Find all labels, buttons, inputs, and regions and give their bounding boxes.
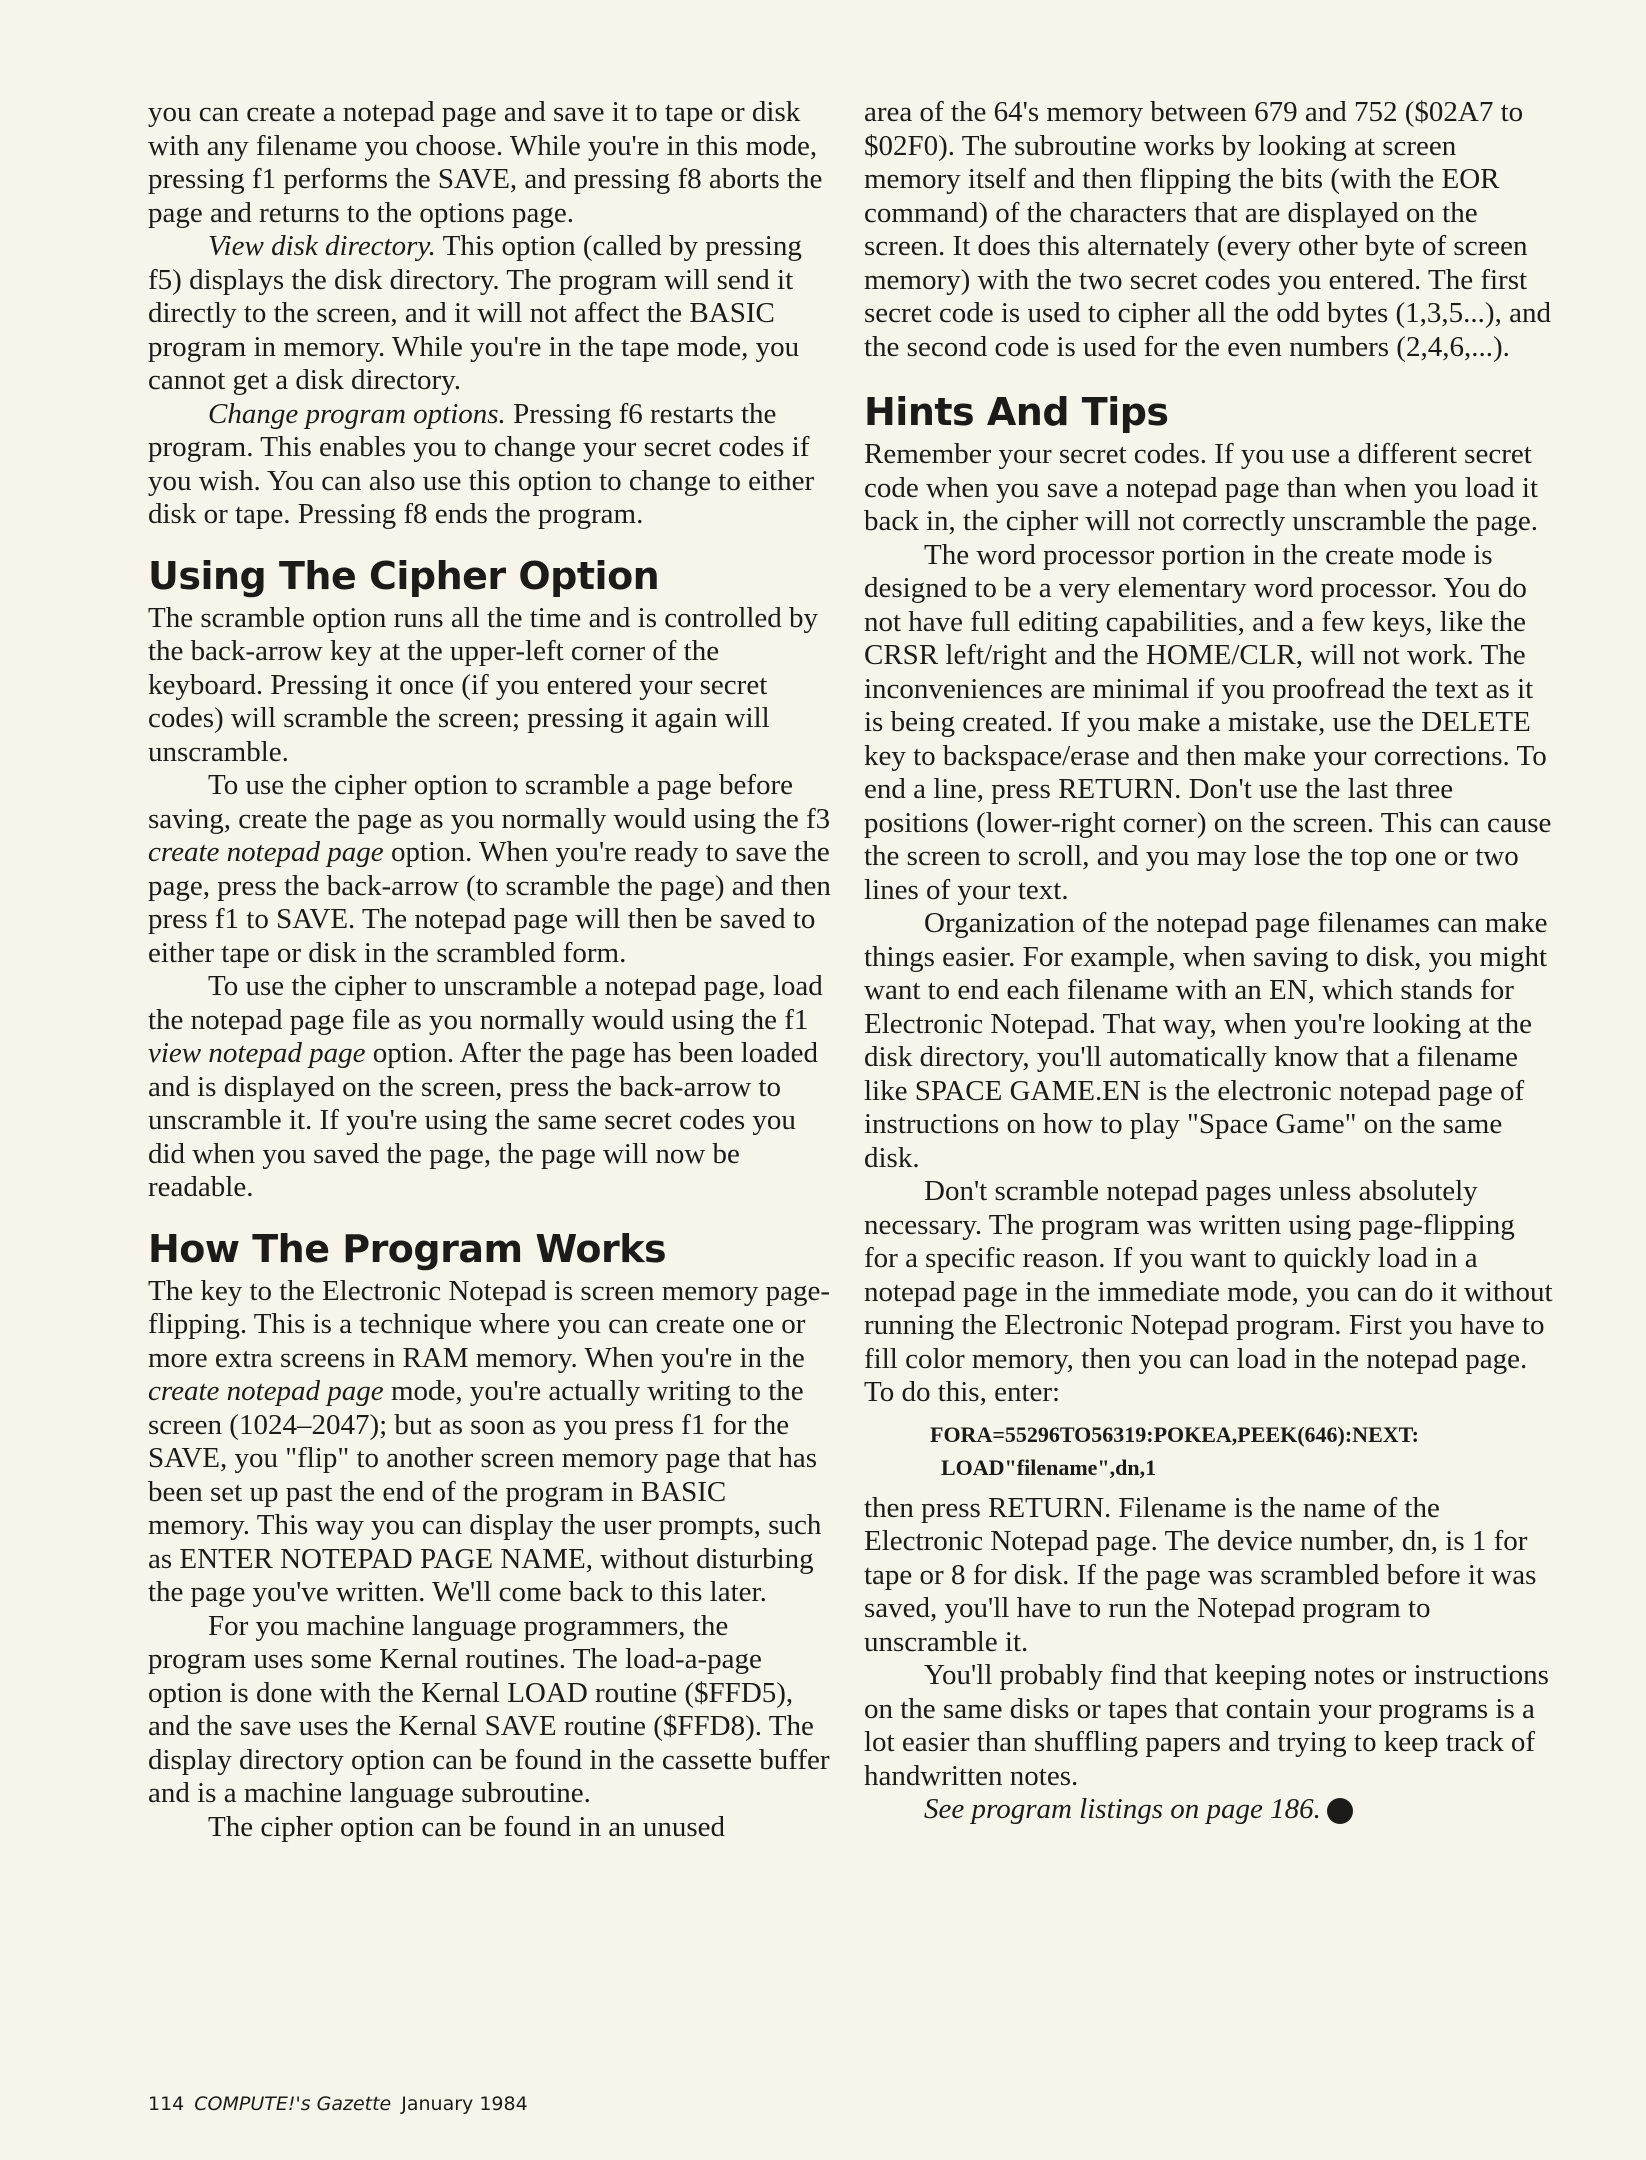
paragraph-text: Pressing f6 restarts the program. This enables you to change your secret codes if you wish. You can also use this option to change to either disk or tape. Pressing f8 ends the program.: [148, 397, 815, 530]
paragraph: You'll probably find that keeping notes or instructions on the same disks or tapes that contain your programs is a lot easier than shuffling papers and trying to keep track of handwritten notes.: [864, 1659, 1549, 1792]
option-term: create notepad page: [148, 1375, 384, 1407]
option-term: create notepad page: [148, 836, 384, 868]
issue-date: January 1984: [401, 2093, 528, 2115]
paragraph-text: option. When you're ready to save the page, press the back-arrow (to scramble the page) and then press f1 to SAVE. The notepad page will then be saved to either tape or disk in the scrambled form.: [148, 836, 831, 969]
paragraph: Don't scramble notepad pages unless absolutely necessary. The program was written using page-flipping for a specific reason. If you want to quickly load in a notepad page in the immediate mode, you can do it without running the Electronic Notepad program. First you have to fill color memory, then you can load in the notepad page. To do this, enter:: [864, 1175, 1553, 1408]
magazine-name: COMPUTE!'s Gazette: [194, 2093, 392, 2115]
paragraph: The cipher option can be found in an unused: [208, 1810, 726, 1843]
code-line: FORA=55296TO56319:POKEA,PEEK(646):NEXT:: [930, 1421, 1419, 1447]
paragraph: [148, 230, 832, 398]
paragraph-text: To use the cipher option to scramble a page before saving, create the page as you normally would using the f3: [148, 769, 831, 835]
page-footer: [148, 2093, 528, 2115]
heading-hints-tips: Hints And Tips: [864, 390, 1169, 434]
code-line: LOAD"filename",dn,1: [930, 1454, 1157, 1480]
paragraph: [148, 769, 832, 970]
paragraph-text: The key to the Electronic Notepad is screen memory page-flipping. This is a technique where you can create one or more extra screens in RAM memory. When you're in the: [148, 1274, 831, 1374]
paragraph: [864, 1793, 1554, 1827]
paragraph: [148, 398, 832, 532]
end-mark-icon: C: [1327, 1798, 1353, 1824]
heading-program-works: How The Program Works: [148, 1226, 667, 1271]
paragraph-text: option. After the page has been loaded and is displayed on the screen, press the back-arrow to unscramble it. If you're using the same secret codes you did when you saved the page, the page will now be readable.: [148, 1037, 819, 1203]
code-listing: [930, 1418, 1554, 1484]
program-listings-reference: See program listings on page 186.: [924, 1793, 1321, 1825]
option-term: View disk directory.: [208, 230, 436, 262]
paragraph: For you machine language programmers, the program uses some Kernal routines. The load-a-page option is done with the Kernal LOAD routine ($FFD5), and the save uses the Kernal SAVE routine ($FFD8). The display directory option can be found in the cassette buffer and is a machine language subroutine.: [148, 1609, 830, 1809]
paragraph: The scramble option runs all the time and is controlled by the back-arrow key at the upper-left corner of the keyboard. Pressing it once (if you entered your secret codes) will scramble the screen; pressing it again will unscramble.: [148, 601, 819, 768]
paragraph: [148, 970, 832, 1205]
paragraph: then press RETURN. Filename is the name of the Electronic Notepad page. The device number, dn, is 1 for tape or 8 for disk. If the page was scrambled before it was saved, you'll have to run the Notepad program to unscramble it.: [864, 1491, 1537, 1658]
right-column: [864, 96, 1554, 1827]
paragraph: [148, 1275, 832, 1610]
page-number: 114: [148, 2093, 185, 2115]
paragraph: The word processor portion in the create mode is designed to be a very elementary word processor. You do not have full editing capabilities, and a few keys, like the CRSR left/right and the HOME/CLR, will not work. The inconveniences are minimal if you proofread the text as it is being created. If you make a mistake, use the DELETE key to backspace/erase and then make your corrections. To end a line, press RETURN. Don't use the last three positions (lower-right corner) on the screen. This can cause the screen to scroll, and you may lose the top one or two lines of your text.: [864, 538, 1552, 906]
left-column: [148, 96, 832, 1844]
paragraph: area of the 64's memory between 679 and 752 ($02A7 to $02F0). The subroutine works by looking at screen memory itself and then flipping the bits (with the EOR command) of the characters that are displayed on the screen. It does this alternately (every other byte of screen memory) with the two secret codes you entered. The first secret code is used to cipher all the odd bytes (1,3,5...), and the second code is used for the even numbers (2,4,6,...).: [864, 96, 1551, 363]
paragraph: Remember your secret codes. If you use a different secret code when you save a notepad page than when you load it back in, the cipher will not correctly unscramble the page.: [864, 438, 1539, 537]
paragraph: you can create a notepad page and save it to tape or disk with any filename you choose. While you're in this mode, pressing f1 performs the SAVE, and pressing f8 aborts the page and returns to the options page.: [148, 96, 823, 229]
option-term: Change program options.: [208, 397, 506, 430]
heading-cipher-option: Using The Cipher Option: [148, 553, 660, 598]
paragraph: Organization of the notepad page filenames can make things easier. For example, when saving to disk, you might want to end each filename with an EN, which stands for Electronic Notepad. That way, when you're looking at the disk directory, you'll automatically know that a filename like SPACE GAME.EN is the electronic notepad page of instructions on how to play "Space Game" on the same disk.: [864, 907, 1548, 1174]
paragraph-text: This option (called by pressing f5) displays the disk directory. The program will send it directly to the screen, and it will not affect the BASIC program in memory. While you're in the tape mode, you cannot get a disk directory.: [148, 230, 802, 396]
paragraph-text: mode, you're actually writing to the screen (1024–2047); but as soon as you press f1 for the SAVE, you "flip" to another screen memory page that has been set up past the end of the program in BASIC memory. This way you can display the user prompts, such as ENTER NOTEPAD PAGE NAME, without disturbing the page you've written. We'll come back to this later.: [148, 1375, 822, 1608]
paragraph-text: To use the cipher to unscramble a notepad page, load the notepad page file as you normally would using the f1: [148, 970, 823, 1036]
option-term: view notepad page: [148, 1037, 366, 1069]
